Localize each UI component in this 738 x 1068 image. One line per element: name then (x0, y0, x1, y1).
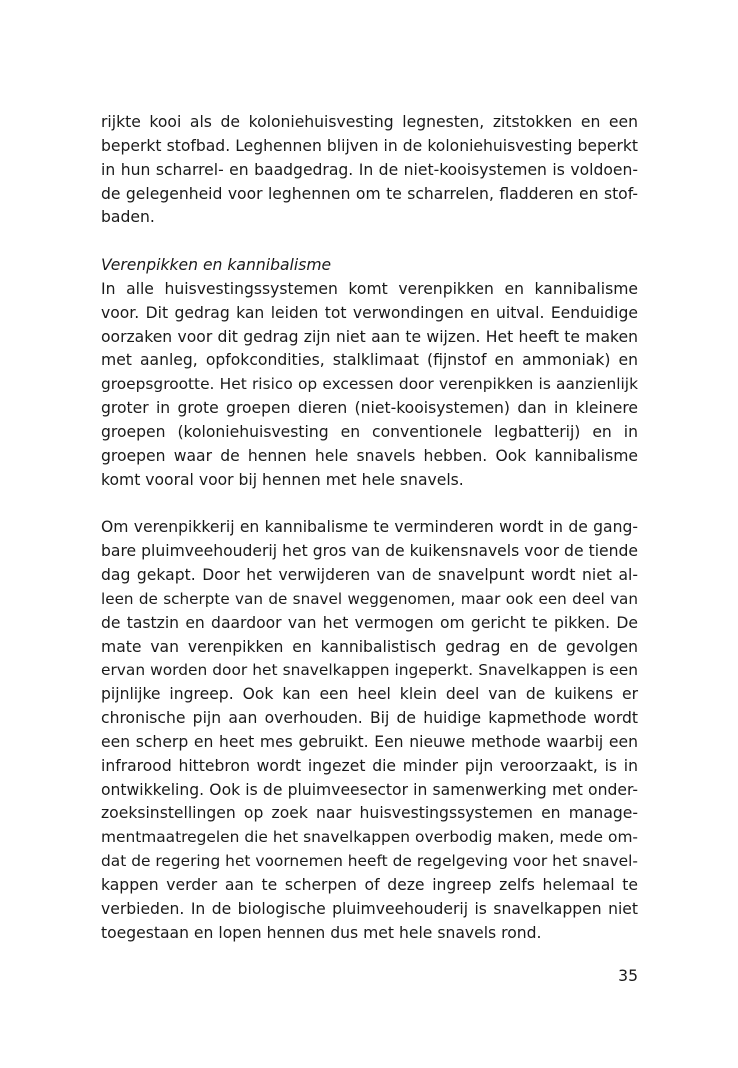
text-line: ontwikkeling. Ook is de pluimveesector in samenwerking met onder- (101, 780, 638, 799)
paragraph-spacer (101, 493, 638, 517)
section-heading: Verenpikken en kannibalisme (101, 256, 332, 275)
text-line: oorzaken voor dit gedrag zijn niet aan te wijzen. Het heeft te maken (101, 327, 638, 346)
text-line: In alle huisvestingssystemen komt verenpikken en kannibalisme (101, 279, 638, 298)
text-line: mentmaatregelen die het snavelkappen overbodig maken, mede om- (101, 828, 638, 847)
text-line: toegestaan en lopen hennen dus met hele snavels rond. (101, 923, 542, 942)
paragraph-feather-pecking (101, 254, 638, 492)
text-line: de tastzin en daardoor van het vermogen om gericht te pikken. De (101, 613, 638, 632)
text-line: infrarood hittebron wordt ingezet die minder pijn veroorzaakt, is in (101, 756, 638, 775)
text-line: een scherp en heet mes gebruikt. Een nieuwe methode waarbij een (101, 732, 638, 751)
page-number: 35 (618, 967, 638, 985)
paragraph-cage-housing (101, 111, 638, 230)
text-line: in hun scharrel- en baadgedrag. In de niet-kooisystemen is voldoen- (101, 160, 638, 179)
text-line: baden. (101, 208, 155, 227)
text-line: verbieden. In de biologische pluimveehouderij is snavelkappen niet (101, 899, 638, 918)
text-line: bare pluimveehouderij het gros van de kuikensnavels voor de tiende (101, 542, 638, 561)
text-line: pijnlijke ingreep. Ook kan een heel klein deel van de kuikens er (101, 685, 638, 704)
text-line: leen de scherpte van de snavel weggenomen, maar ook een deel van (101, 589, 638, 608)
paragraph-beak-trimming (101, 516, 638, 945)
text-line: dat de regering het voornemen heeft de regelgeving voor het snavel- (101, 852, 638, 871)
text-line: chronische pijn aan overhouden. Bij de huidige kapmethode wordt (101, 709, 638, 728)
text-line: ervan worden door het snavelkappen ingeperkt. Snavelkappen is een (101, 661, 638, 680)
text-line: groepsgrootte. Het risico op excessen door verenpikken is aanzienlijk (101, 375, 638, 394)
text-line: met aanleg, opfokcondities, stalklimaat (fijnstof en ammoniak) en (101, 351, 638, 370)
text-line: zoeksinstellingen op zoek naar huisvestingssystemen en manage- (101, 804, 638, 823)
text-line: groter in grote groepen dieren (niet-kooisystemen) dan in kleinere (101, 399, 638, 418)
text-line: groepen waar de hennen hele snavels hebben. Ook kannibalisme (101, 446, 638, 465)
text-line: beperkt stofbad. Leghennen blijven in de koloniehuisvesting beperkt (101, 136, 638, 155)
text-line: mate van verenpikken en kannibalistisch gedrag en de gevolgen (101, 637, 638, 656)
text-line: groepen (koloniehuisvesting en conventionele legbatterij) en in (101, 422, 638, 441)
text-line: voor. Dit gedrag kan leiden tot verwondingen en uitval. Eenduidige (101, 303, 638, 322)
text-line: kappen verder aan te scherpen of deze ingreep zelfs helemaal te (101, 876, 638, 894)
text-line: rijkte kooi als de koloniehuisvesting legnesten, zitstokken en een (101, 113, 638, 131)
page-body (101, 111, 638, 946)
text-line: komt vooral voor bij hennen met hele snavels. (101, 470, 464, 489)
text-line: Om verenpikkerij en kannibalisme te verminderen wordt in de gang- (101, 518, 638, 537)
paragraph-spacer (101, 230, 638, 254)
text-line: de gelegenheid voor leghennen om te scharrelen, fladderen en stof- (101, 184, 638, 203)
text-line: dag gekapt. Door het verwijderen van de snavelpunt wordt niet al- (101, 566, 638, 585)
